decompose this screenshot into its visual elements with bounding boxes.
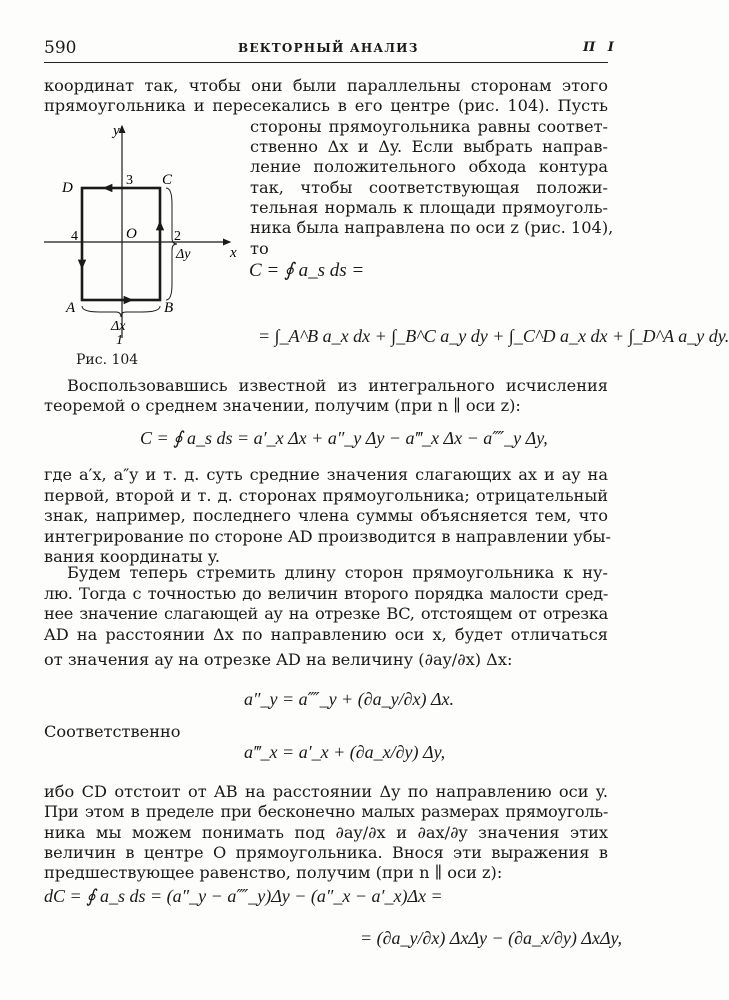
label-D: D <box>62 180 73 196</box>
equation-4: a‴_x = a′_x + (∂a_x/∂y) Δy, <box>244 742 446 762</box>
text-line: интегрирование по стороне AD производится в направлении убы- <box>44 527 611 546</box>
text-line: то <box>250 239 269 258</box>
section-marker: П I <box>583 40 618 55</box>
text-line: ление положительного обхода контура <box>250 157 608 176</box>
text-line: где a′x, a″y и т. д. суть средние значения слагающих ax и ay на <box>44 465 608 484</box>
text-line: Будем теперь стремить длину сторон прямоугольника к ну- <box>67 563 608 582</box>
text-line: ника была направлена по оси z (рис. 104), <box>250 218 614 237</box>
label-side-4: 4 <box>71 229 78 244</box>
text-line: Воспользовавшись известной из интегрального исчисления <box>67 376 608 395</box>
text-line: предшествующее равенство, получим (при n ∥ оси z): <box>44 863 503 882</box>
label-side-2: 2 <box>174 229 181 244</box>
text-line: величин в центре O прямоугольника. Внося эти выражения в <box>44 843 608 862</box>
text-line: прямоугольника и пересекались в его центре (рис. 104). Пусть <box>44 96 608 115</box>
text-line: координат так, чтобы они были параллельны сторонам этого <box>44 76 608 95</box>
text-line: от значения ay на отрезке AD на величину (∂ay/∂x) Δx: <box>44 650 513 669</box>
text-line: лю. Тогда с точностью до величин второго порядка малости сред- <box>44 584 608 603</box>
figure-caption: Рис. 104 <box>76 352 139 368</box>
equation-5-line-2: = (∂a_y/∂x) ΔxΔy − (∂a_x/∂y) ΔxΔy, <box>360 928 623 948</box>
label-x: x <box>230 245 237 261</box>
text-line: стороны прямоугольника равны соответ- <box>250 117 608 136</box>
brace-dy <box>166 188 177 300</box>
text-line: При этом в пределе при бесконечно малых размерах прямоуголь- <box>44 802 608 821</box>
text-line: нее значение слагающей ay на отрезке BC, отстоящем от отрезка <box>44 604 608 623</box>
brace-dx <box>82 306 160 317</box>
text-line: знак, например, последнего члена суммы объясняется тем, что <box>44 506 608 525</box>
label-C: C <box>162 172 173 188</box>
label-side-1: 1 <box>116 333 123 348</box>
label-side-3: 3 <box>126 173 133 188</box>
label-y: y <box>113 123 120 139</box>
text-line: Соответственно <box>44 722 181 741</box>
text-line: первой, второй и т. д. сторонах прямоугольника; отрицательный <box>44 486 608 505</box>
text-line: AD на расстоянии Δx по направлению оси x, будет отличаться <box>44 625 608 644</box>
text-line: ственно Δx и Δy. Если выбрать направ- <box>250 137 608 156</box>
figure-104 <box>40 118 245 348</box>
equation-2: C = ∮ a_s ds = a′_x Δx + a″_y Δy − a‴_x Δx − a⁗_y Δy, <box>140 428 548 448</box>
equation-1-line-1: C = ∮ a_s ds = <box>249 260 365 281</box>
equation-5-line-1: dC = ∮ a_s ds = (a″_y − a⁗_y)Δy − (a″_x − a′_x)Δx = <box>44 886 443 906</box>
equation-3: a″_y = a⁗_y + (∂a_y/∂x) Δx. <box>244 689 455 709</box>
equation-1-line-2: = ∫_A^B a_x dx + ∫_B^C a_y dy + ∫_C^D a_x dx + ∫_D^A a_y dy. <box>258 326 729 346</box>
text-line: теоремой о среднем значении, получим (при n ∥ оси z): <box>44 396 521 415</box>
label-B: B <box>164 300 174 316</box>
header-rule <box>44 62 608 63</box>
text-line: так, чтобы соответствующая положи- <box>250 178 608 197</box>
label-A: A <box>66 300 76 316</box>
label-dy: Δy <box>176 247 191 262</box>
text-line: тельная нормаль к площади прямоуголь- <box>250 198 608 217</box>
text-line: ибо CD отстоит от AB на расстоянии Δy по направлению оси y. <box>44 782 608 801</box>
text-line: вания координаты y. <box>44 547 220 566</box>
contour-rectangle <box>82 188 160 300</box>
page-number: 590 <box>44 38 77 58</box>
running-title: ВЕКТОРНЫЙ АНАЛИЗ <box>238 41 419 55</box>
label-O: O <box>126 226 137 242</box>
text-line: ника мы можем понимать под ∂ay/∂x и ∂ax/∂y значения этих <box>44 823 608 842</box>
label-dx: Δx <box>111 319 126 334</box>
